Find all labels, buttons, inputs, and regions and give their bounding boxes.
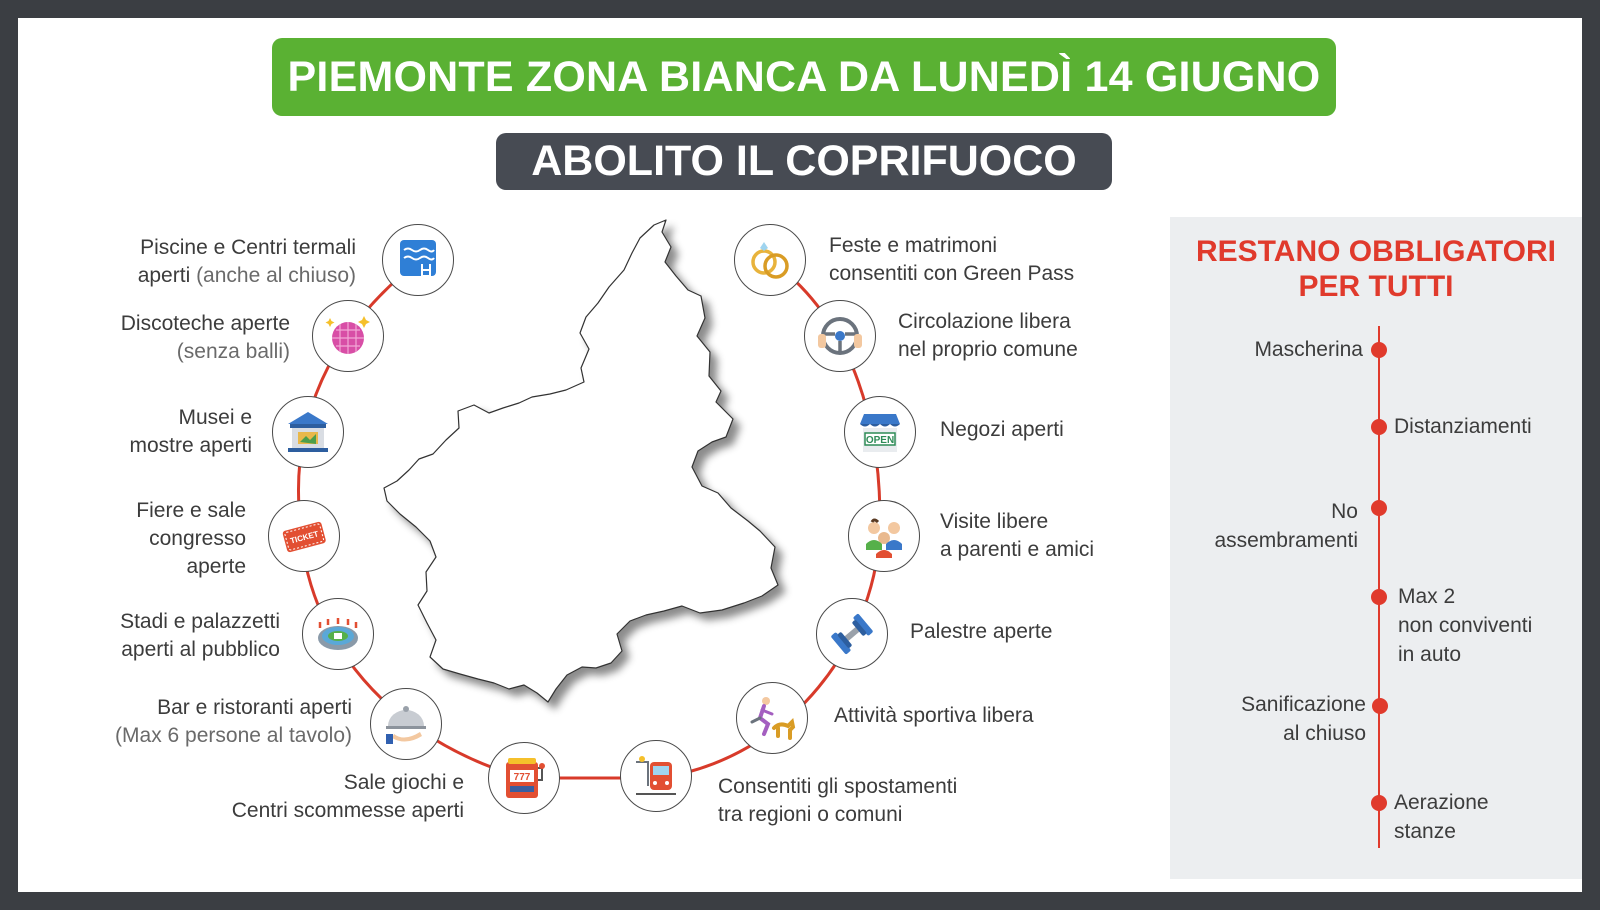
right-item-1-label	[829, 232, 1074, 288]
right-item-1-line2: consentiti con Green Pass	[829, 262, 1075, 285]
timeline-dot	[1371, 589, 1387, 605]
obligation-5-line2: al chiuso	[1283, 722, 1366, 745]
timeline-dot	[1371, 795, 1387, 811]
page-title: PIEMONTE ZONA BIANCA DA LUNEDÌ 14 GIUGNO	[287, 52, 1321, 101]
obligations-title-line2: PER TUTTI	[1298, 270, 1454, 303]
disco-ball-icon-circle	[312, 300, 384, 372]
obligation-4-line1: Max 2	[1398, 585, 1456, 608]
steering-wheel-icon	[814, 310, 866, 362]
runner-dog-icon-circle	[736, 682, 808, 754]
family-icon	[858, 510, 910, 562]
left-item-5-label	[120, 608, 280, 664]
obligation-4-line2: non conviventi	[1398, 614, 1533, 637]
shop-open-icon-circle	[844, 396, 916, 468]
dumbbell-icon	[826, 608, 878, 660]
left-item-3-line2: mostre aperti	[129, 434, 252, 457]
left-item-1-line2-main: aperti	[137, 264, 191, 287]
museum-icon	[282, 406, 334, 458]
left-item-4-line1: Fiere e sale	[136, 499, 246, 522]
right-item-1-line1: Feste e matrimoni	[829, 234, 998, 257]
timeline-dot	[1372, 698, 1388, 714]
pool-icon	[392, 234, 444, 286]
left-item-2-line2: (senza balli)	[176, 340, 290, 363]
obligations-title	[1170, 234, 1582, 304]
cloche-icon-circle	[370, 688, 442, 760]
obligation-sanificazione	[1241, 690, 1366, 748]
right-item-2-label	[898, 308, 1078, 364]
right-item-4-line1: Visite libere	[940, 510, 1049, 533]
timeline-dot	[1371, 500, 1387, 516]
shop-open-icon	[854, 406, 906, 458]
left-item-6-line1: Bar e ristoranti aperti	[157, 696, 352, 719]
obligation-distanziamenti	[1394, 412, 1532, 441]
obligation-3-line1: No	[1331, 500, 1358, 523]
ticket-icon-circle	[268, 500, 340, 572]
slot-machine-icon	[498, 752, 550, 804]
right-item-2-line2: nel proprio comune	[898, 338, 1078, 361]
right-item-3-line1: Negozi aperti	[940, 418, 1064, 441]
rings-icon-circle	[734, 224, 806, 296]
left-item-7-line2: Centri scommesse aperti	[231, 799, 464, 822]
left-item-1-line2-note: (anche al chiuso)	[190, 264, 356, 287]
left-item-2-line1: Discoteche aperte	[120, 312, 290, 335]
train-icon	[630, 750, 682, 802]
obligation-5-line1: Sanificazione	[1241, 693, 1366, 716]
right-item-4-label	[940, 508, 1094, 564]
left-item-6-label	[115, 694, 352, 750]
right-item-6-label	[834, 702, 1034, 730]
left-item-2-label	[121, 310, 290, 366]
left-item-7-line1: Sale giochi e	[343, 771, 464, 794]
museum-icon-circle	[272, 396, 344, 468]
right-item-7-label	[718, 773, 957, 829]
ticket-label: TICKET	[289, 529, 320, 546]
right-item-6-line1: Attività sportiva libera	[834, 704, 1034, 727]
timeline-line	[1378, 326, 1380, 848]
obligation-max2	[1398, 582, 1532, 669]
page-subtitle: ABOLITO IL COPRIFUOCO	[531, 137, 1077, 185]
rings-icon	[744, 234, 796, 286]
right-item-4-line2: a parenti e amici	[940, 538, 1095, 561]
right-item-3-label	[940, 416, 1064, 444]
obligation-mascherina	[1254, 335, 1363, 364]
left-item-7-label	[232, 769, 464, 825]
runner-dog-icon	[746, 692, 798, 744]
obligation-4-line3: in auto	[1398, 643, 1462, 666]
obligation-1-line1: Mascherina	[1254, 338, 1363, 361]
left-item-3-label	[129, 404, 252, 460]
left-item-1-label	[138, 234, 356, 290]
right-item-7-line2: tra regioni o comuni	[718, 803, 903, 826]
obligation-2-line1: Distanziamenti	[1394, 415, 1532, 438]
left-item-1-line2	[138, 262, 356, 290]
left-item-4-line2: congresso	[149, 527, 246, 550]
cloche-icon	[380, 698, 432, 750]
left-item-5-line1: Stadi e palazzetti	[120, 610, 280, 633]
left-item-6-line2: (Max 6 persone al tavolo)	[115, 724, 352, 747]
obligation-6-line2: stanze	[1394, 820, 1456, 843]
dumbbell-icon-circle	[816, 598, 888, 670]
right-item-5-label	[910, 618, 1052, 646]
right-item-2-line1: Circolazione libera	[898, 310, 1071, 333]
slot-machine-icon-circle	[488, 742, 560, 814]
steering-wheel-icon-circle	[804, 300, 876, 372]
stadium-icon	[312, 608, 364, 660]
obligation-assembramenti	[1214, 497, 1358, 555]
timeline-dot	[1371, 419, 1387, 435]
obligation-6-line1: Aerazione	[1394, 791, 1489, 814]
obligation-3-line2: assembramenti	[1214, 529, 1358, 552]
pool-icon-circle	[382, 224, 454, 296]
family-icon-circle	[848, 500, 920, 572]
ticket-icon	[278, 510, 330, 562]
stadium-icon-circle	[302, 598, 374, 670]
train-icon-circle	[620, 740, 692, 812]
right-item-7-line1: Consentiti gli spostamenti	[718, 775, 958, 798]
left-item-4-line3: aperte	[186, 555, 246, 578]
left-item-3-line1: Musei e	[178, 406, 252, 429]
left-item-4-label	[136, 497, 246, 581]
left-item-1-line1: Piscine e Centri termali	[140, 236, 356, 259]
slot-reels: 777	[513, 772, 531, 783]
open-sign-text: OPEN	[865, 435, 895, 446]
left-item-5-line2: aperti al pubblico	[121, 638, 280, 661]
disco-ball-icon	[322, 310, 374, 362]
right-item-5-line1: Palestre aperte	[910, 620, 1053, 643]
obligations-title-line1: RESTANO OBBLIGATORI	[1196, 235, 1556, 268]
timeline-dot	[1371, 342, 1387, 358]
obligation-aerazione	[1394, 788, 1489, 846]
